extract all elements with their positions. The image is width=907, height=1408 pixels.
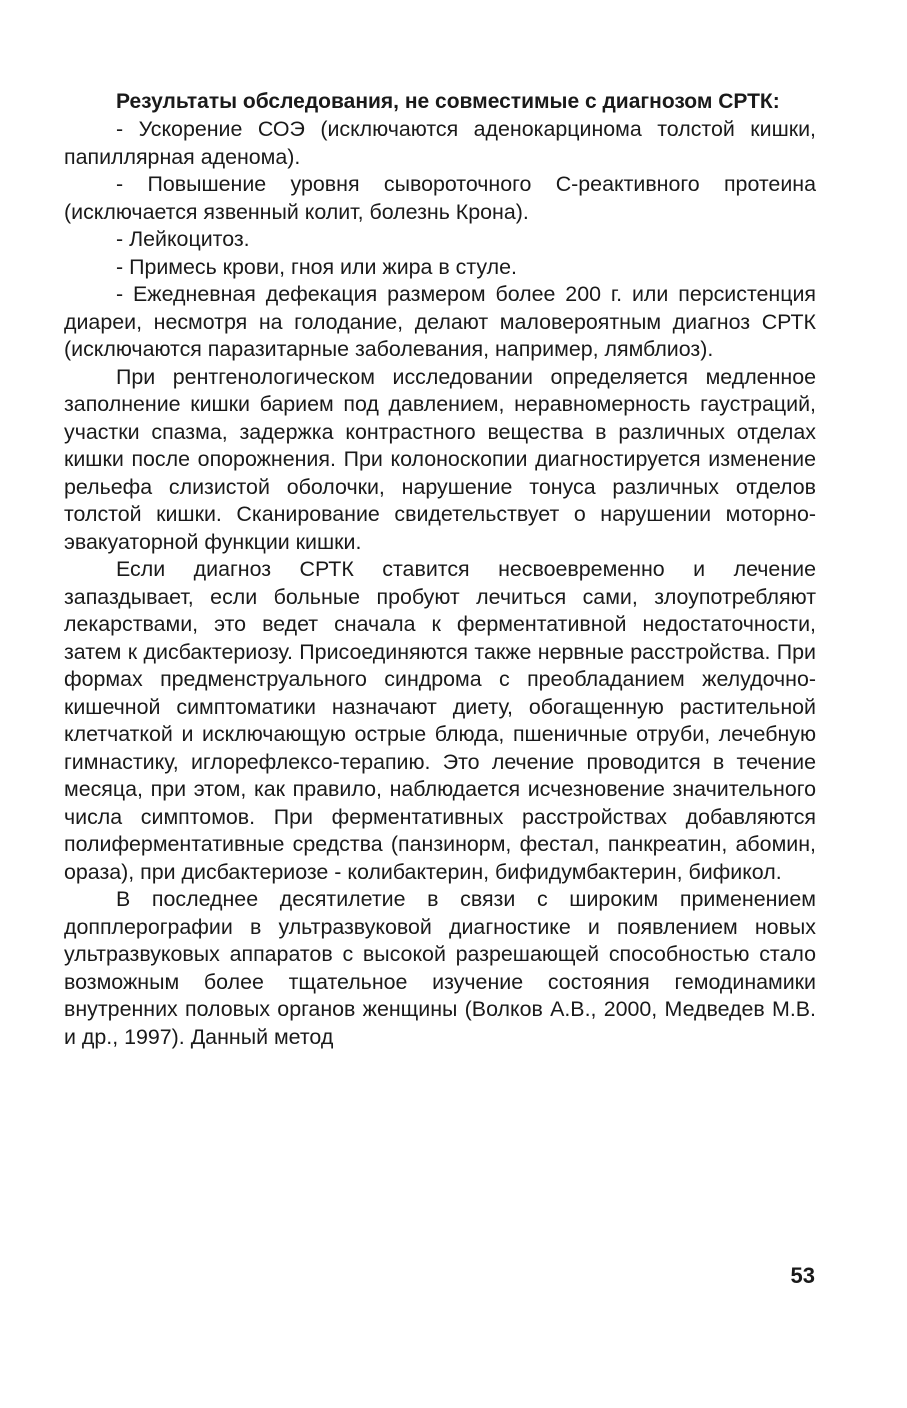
list-item: - Примесь крови, гноя или жира в стуле. — [116, 254, 517, 279]
paragraph-doppler: В последнее десятилетие в связи с широким применением допплерографии в ультразвуковой диагностике и появлением новых ультразвуковых аппаратов с высокой разрешающей способностью стало возможным более тщательное изучение состояния гемодинамики внутренних половых органов женщины (Волков А.В., 2000, Медведев М.В. и др., 1997). Данный метод — [64, 887, 816, 1049]
list-item: - Ежедневная дефекация размером более 200 г. или персистенция диареи, несмотря на голодание, делают маловероятным диагноз СРТК (исключаются паразитарные заболевания, например, лямблиоз). — [64, 282, 816, 361]
list-item: - Ускорение СОЭ (исключаются аденокарцинома толстой кишки, папиллярная аденома). — [64, 117, 816, 169]
section-heading: Результаты обследования, не совместимые с диагнозом СРТК: — [116, 90, 780, 113]
page-number: 53 — [790, 1263, 815, 1288]
page-content — [64, 88, 816, 1051]
paragraph-treatment: Если диагноз СРТК ставится несвоевременно и лечение запаздывает, если больные пробуют лечиться сами, злоупотребляют лекарствами, это ведет сначала к ферментативной недостаточности, затем к дисбактериозу. Присоединяются также нервные расстройства. При формах предменструального синдрома с преобладанием желудочно-кишечной симптоматики назначают диету, обогащенную растительной клетчаткой и исключающую острые блюда, пшеничные отруби, лечебную гимнастику, иглорефлексо-терапию. Это лечение проводится в течение месяца, при этом, как правило, наблюдается исчезновение значительного числа симптомов. При ферментативных расстройствах добавляются полиферментативные средства (панзинорм, фестал, панкреатин, абомин, ораза), при дисбактериозе - колибактерин, бифидумбактерин, бификол. — [64, 557, 816, 884]
list-item: - Повышение уровня сывороточного С-реактивного протеина (исключается язвенный колит, болезнь Крона). — [64, 172, 816, 224]
paragraph-radiology: При рентгенологическом исследовании определяется медленное заполнение кишки барием под давлением, неравномерность гаустраций, участки спазма, задержка контрастного вещества в различных отделах кишки после опорожнения. При колоноскопии диагностируется изменение рельефа слизистой оболочки, нарушение тонуса различных отделов толстой кишки. Сканирование свидетельствует о нарушении моторно-эвакуаторной функции кишки. — [64, 364, 816, 554]
list-item: - Лейкоцитоз. — [116, 227, 250, 251]
